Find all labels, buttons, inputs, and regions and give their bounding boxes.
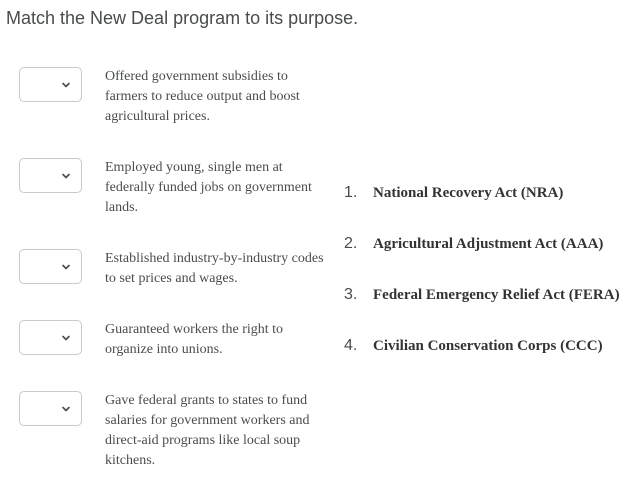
chevron-down-icon [60, 261, 72, 273]
question-title: Match the New Deal program to its purpose. [6, 8, 359, 28]
match-select-2[interactable] [19, 158, 82, 193]
chevron-down-icon [60, 170, 72, 182]
answer-item [344, 337, 603, 355]
answer-number: 2. [344, 235, 358, 252]
prompt-text: Employed young, single men at federally funded jobs on government lands. [105, 160, 312, 215]
answer-label: Federal Emergency Relief Act (FERA) [373, 287, 620, 303]
prompt-text: Offered government subsidies to farmers to reduce output and boost agricultural prices. [105, 69, 300, 124]
answer-item [344, 235, 603, 253]
chevron-down-icon [60, 79, 72, 91]
answer-item [344, 286, 620, 304]
prompt-text: Established industry-by-industry codes to set prices and wages. [105, 251, 324, 286]
answer-number: 4. [344, 337, 358, 354]
answer-label: National Recovery Act (NRA) [373, 185, 564, 201]
match-select-3[interactable] [19, 249, 82, 284]
chevron-down-icon [60, 332, 72, 344]
answer-number: 3. [344, 286, 358, 303]
match-select-4[interactable] [19, 320, 82, 355]
answer-number: 1. [344, 184, 358, 201]
answer-item [344, 184, 563, 202]
match-select-1[interactable] [19, 67, 82, 102]
match-select-5[interactable] [19, 391, 82, 426]
prompt-text: Guaranteed workers the right to organize into unions. [105, 322, 284, 357]
chevron-down-icon [60, 403, 72, 415]
prompt-text: Gave federal grants to states to fund salaries for government workers and direct-aid programs like local soup kitchens. [105, 393, 310, 468]
answer-label: Agricultural Adjustment Act (AAA) [373, 236, 604, 252]
answer-label: Civilian Conservation Corps (CCC) [373, 338, 603, 354]
